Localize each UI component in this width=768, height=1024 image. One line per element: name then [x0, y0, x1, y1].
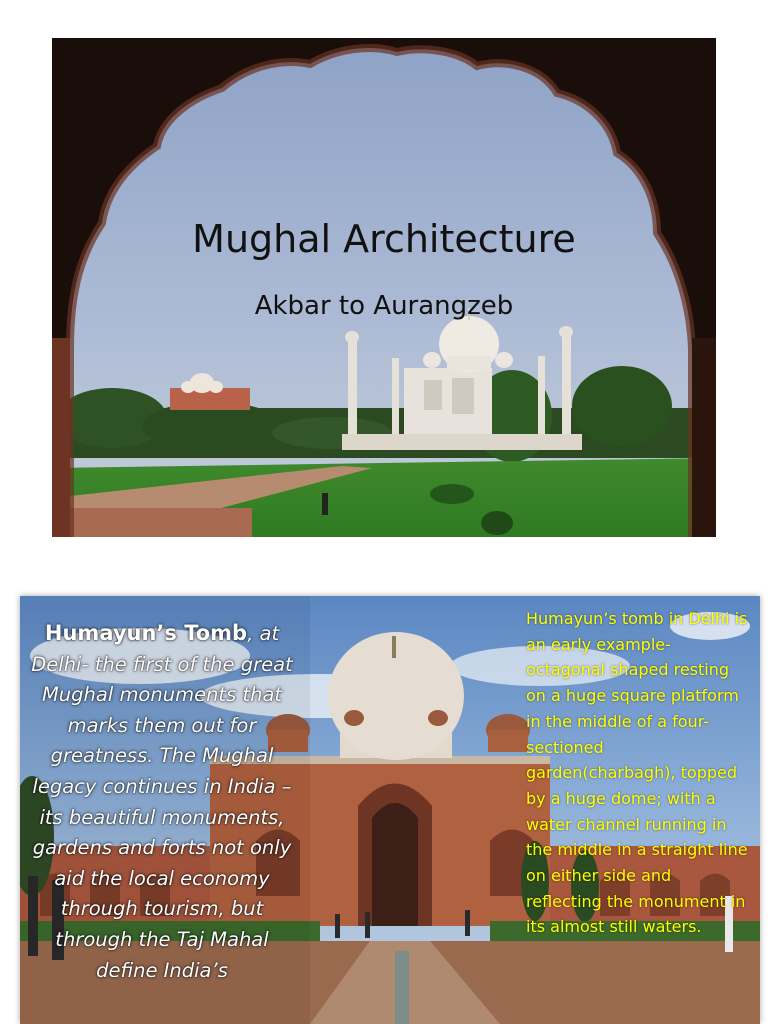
- slide-subtitle: Akbar to Aurangzeb: [254, 291, 514, 321]
- taj-mahal-arch-photo: [52, 38, 716, 537]
- humayun-tomb-intro: [26, 618, 298, 986]
- humayun-tomb-body: , at Delhi- the first of the great Mughal monuments that marks them out for greatness. The Mughal legacy continues in India – its beautiful monuments, gardens and forts not only aid the local economy through tourism, but through the Taj Mahal define India’s: [31, 622, 293, 982]
- humayun-tomb-slide: [20, 596, 760, 1024]
- humayun-tomb-heading: Humayun’s Tomb: [44, 621, 248, 645]
- title-slide: [52, 38, 716, 537]
- slide-title: Mughal Architecture: [192, 217, 576, 261]
- humayun-tomb-description: Humayun’s tomb in Delhi is an early example- octagonal shaped resting on a huge square platform in the middle of a four-sectioned garden(charbagh), topped by a huge dome; with a water channel running in the middle in a straight line on either side and reflecting the monument in its almost still waters.: [526, 609, 748, 937]
